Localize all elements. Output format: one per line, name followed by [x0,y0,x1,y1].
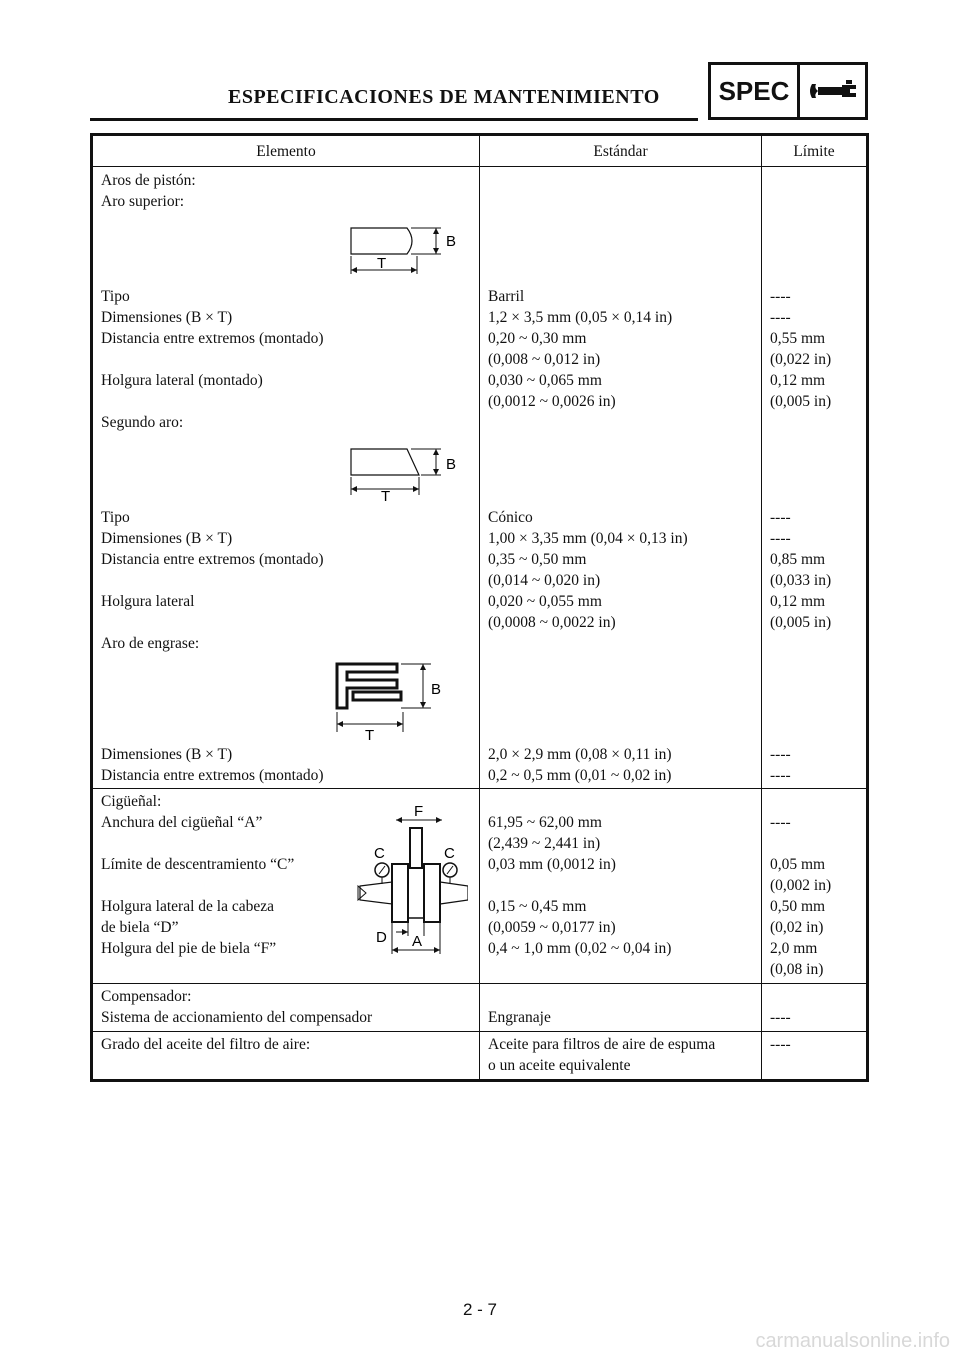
row-limit [762,370,868,412]
table-row [92,789,868,813]
value-line: 0,12 mm [770,372,826,389]
row-standard: 0,4 ~ 1,0 mm (0,02 ~ 0,04 in) [480,938,762,984]
value-line: 0,05 mm [770,856,826,873]
table-row [92,307,868,328]
value-line: 0,20 ~ 0,30 mm [488,330,587,347]
section-title-piston-rings: Aros de pistón: [92,167,480,192]
section-title-balancer: Compensador: [92,984,480,1008]
row-standard: Cónico [480,507,762,528]
value-line: (0,0012 ~ 0,0026 in) [488,393,616,410]
spec-badge-label: SPEC [711,65,800,117]
table-row [92,938,868,984]
table-row [92,212,868,286]
row-standard [480,1032,762,1081]
second-ring-t-label: T [381,488,391,505]
value-line: 0,020 ~ 0,055 mm [488,593,602,610]
col-header-limit: Límite [762,135,868,167]
row-limit [762,328,868,370]
value-line: (0,008 ~ 0,012 in) [488,351,601,368]
table-row [92,528,868,549]
value-line: 2,0 mm [770,940,818,957]
value-line: 0,85 mm [770,551,826,568]
value-line: (0,022 in) [770,351,832,368]
row-label: Distancia entre extremos (montado) [92,328,480,370]
table-row [92,654,868,744]
wrench-icon [800,65,865,117]
value-line: (0,005 in) [770,614,832,631]
row-limit: ---- [762,765,868,789]
row-limit: ---- [770,509,791,526]
row-standard: 1,00 × 3,35 mm (0,04 × 0,13 in) [480,528,762,549]
table-row [92,896,868,938]
crank-a-label: A [412,933,423,950]
second-ring-diagram [101,433,471,507]
top-ring-b-label: B [446,233,457,250]
table-row [92,1007,868,1032]
table-row [92,1032,868,1081]
row-label: Dimensiones (B × T) [92,307,480,328]
table-row [92,328,868,370]
value-line: 0,55 mm [770,330,826,347]
row-label: Holgura lateral (montado) [92,370,480,412]
section-title-crankshaft: Cigüeñal: [92,789,480,813]
table-row [92,412,868,433]
row-standard [480,812,762,854]
table-row [92,370,868,412]
value-line: (0,014 ~ 0,020 in) [488,572,601,589]
oil-ring-diagram [101,654,471,744]
row-standard: 2,0 × 2,9 mm (0,08 × 0,11 in) [480,744,762,765]
page-title: ESPECIFICACIONES DE MANTENIMIENTO [228,86,660,108]
row-standard [480,549,762,591]
row-label: Distancia entre extremos (montado) [92,549,480,591]
value-line: o un aceite equivalente [488,1057,631,1074]
row-label: Tipo [92,286,480,307]
row-standard: Engranaje [480,1007,762,1032]
crank-c-left-label: C [374,845,385,862]
value-line: (0,005 in) [770,393,832,410]
row-limit: ---- [770,309,791,326]
top-ring-title: Aro superior: [92,191,480,212]
second-ring-title: Segundo aro: [92,412,480,433]
row-limit [762,896,868,938]
row-label: Distancia entre extremos (montado) [92,765,480,789]
value-line: 0,12 mm [770,593,826,610]
row-limit: ---- [762,1007,868,1032]
title-rule [90,118,698,121]
page-number: 2 - 7 [462,1300,498,1319]
table-header-row [92,135,868,167]
label-line: de biela “D” [101,919,179,936]
col-header-standard: Estándar [480,135,762,167]
row-standard [480,328,762,370]
row-limit [762,938,868,984]
row-limit: ---- [770,1036,791,1053]
row-standard [480,370,762,412]
oil-ring-b-label: B [431,681,442,698]
table-row [92,549,868,591]
table-row [92,984,868,1008]
value-line: 0,15 ~ 0,45 mm [488,898,587,915]
row-standard: 1,2 × 3,5 mm (0,05 × 0,14 in) [480,307,762,328]
second-ring-b-label: B [446,456,457,473]
value-line: (0,02 in) [770,919,824,936]
row-label: Dimensiones (B × T) [92,744,480,765]
value-line: 0,50 mm [770,898,826,915]
value-line: (0,002 in) [770,877,832,894]
table-row [92,812,868,854]
row-standard [480,896,762,938]
crank-d-label: D [376,929,387,946]
value-line: (0,0059 ~ 0,0177 in) [488,919,616,936]
row-label: Límite de descentramiento “C” [92,854,480,896]
row-standard: Barril [480,286,762,307]
top-ring-diagram [101,212,471,286]
watermark: carmanualsonline.info [755,1330,950,1352]
oil-ring-t-label: T [365,727,375,744]
top-ring-t-label: T [377,255,387,272]
row-standard: 0,03 mm (0,0012 in) [480,854,762,896]
table-row [92,433,868,507]
crank-width-label: Anchura del cigüeñal “A” [101,814,263,831]
row-label: Tipo [92,507,480,528]
value-line: (0,0008 ~ 0,0022 in) [488,614,616,631]
value-line: Aceite para filtros de aire de espuma [488,1036,716,1053]
table-row [92,167,868,192]
row-limit [762,549,868,591]
row-label: Holgura lateral [92,591,480,633]
table-row [92,191,868,212]
value-line: 0,35 ~ 0,50 mm [488,551,587,568]
crank-c-right-label: C [444,845,455,862]
table-row [92,633,868,654]
table-row [92,765,868,789]
crank-f-label: F [414,806,424,820]
row-limit: ---- [770,746,791,763]
value-line: (0,08 in) [770,961,824,978]
row-limit: ---- [770,530,791,547]
row-limit: ---- [770,288,791,305]
crankshaft-diagram [356,806,468,958]
row-limit: ---- [770,814,791,831]
table-row [92,591,868,633]
value-line: 61,95 ~ 62,00 mm [488,814,602,831]
table-row [92,744,868,765]
label-line: Holgura lateral de la cabeza [101,898,274,915]
value-line: (0,033 in) [770,572,832,589]
row-label: Dimensiones (B × T) [92,528,480,549]
col-header-element: Elemento [92,135,480,167]
row-standard [480,591,762,633]
row-limit [762,854,868,896]
spec-table [90,133,869,1082]
table-row [92,286,868,307]
row-label: Grado del aceite del filtro de aire: [92,1032,480,1081]
row-label: Sistema de accionamiento del compensador [92,1007,480,1032]
row-limit [762,591,868,633]
row-standard: 0,2 ~ 0,5 mm (0,01 ~ 0,02 in) [480,765,762,789]
value-line: (2,439 ~ 2,441 in) [488,835,601,852]
oil-ring-title: Aro de engrase: [92,633,480,654]
table-row [92,854,868,896]
spec-badge [708,62,868,120]
value-line: 0,030 ~ 0,065 mm [488,372,602,389]
row-label: Holgura del pie de biela “F” [92,938,480,984]
table-row [92,507,868,528]
